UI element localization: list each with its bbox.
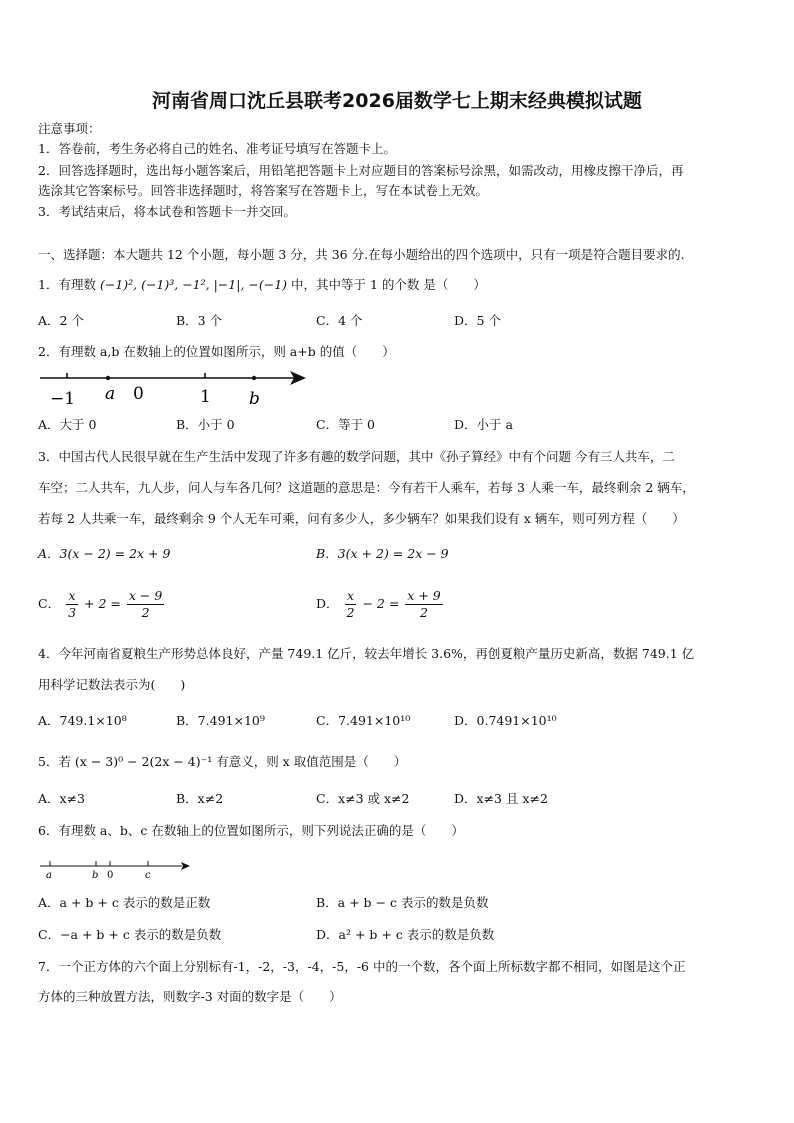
label-a: a bbox=[105, 384, 116, 404]
point-a bbox=[106, 376, 110, 380]
numerator: x bbox=[66, 588, 78, 605]
question-7-line-1: 7．一个正方体的六个面上分别标有-1，-2，-3，-4，-5，-6 中的一个数，各个面上所标数字都不相同，如图是这个正 bbox=[38, 959, 686, 974]
q1-option-d: D．5 个 bbox=[454, 313, 501, 328]
q6-option-d: D．a² + b + c 表示的数是负数 bbox=[316, 927, 495, 942]
notice-heading: 注意事项： bbox=[38, 121, 101, 136]
q6-option-c: C．−a + b + c 表示的数是负数 bbox=[38, 927, 222, 942]
label-one: 1 bbox=[200, 387, 211, 407]
notice-item-1: 1．答卷前，考生务必将自己的姓名、准考证号填写在答题卡上。 bbox=[38, 141, 396, 156]
operator: + 2 = bbox=[84, 596, 121, 611]
question-3-line-3: 若每 2 人共乘一车，最终剩余 9 个人无车可乘，问有多少人，多少辆车？如果我们设有 x 辆车，则可列方程（ ） bbox=[38, 511, 685, 526]
denominator: 2 bbox=[141, 605, 150, 620]
question-3-line-2: 车空；二人共车，九人步，问人与车各几何？这道题的意思是：今有若干人乘车，若每 3 人乘一车，最终剩余 2 辆车， bbox=[38, 480, 695, 495]
label-c: c bbox=[145, 870, 151, 881]
operator: − 2 = bbox=[362, 596, 400, 611]
section-heading: 一、选择题：本大题共 12 个小题，每小题 3 分，共 36 分.在每小题给出的四个选项中，只有一项是符合题目要求的. bbox=[38, 247, 685, 262]
fraction bbox=[405, 588, 442, 621]
number-line-figure-q6 bbox=[38, 852, 194, 882]
denominator: 2 bbox=[420, 605, 428, 620]
q4-option-b: B．7.491×10⁹ bbox=[176, 713, 265, 728]
q3-option-d-label: D． bbox=[316, 596, 339, 611]
fraction bbox=[66, 588, 78, 621]
label-minus-one: −1 bbox=[50, 389, 76, 409]
arrow-head-icon bbox=[181, 862, 190, 870]
notice-item-2: 2．回答选择题时，选出每小题答案后，用铅笔把答题卡上对应题目的答案标号涂黑，如需改动，用橡皮擦干净后，再 bbox=[38, 163, 684, 178]
q2-option-a: A．大于 0 bbox=[38, 417, 97, 432]
q5-option-c: C．x≠3 或 x≠2 bbox=[316, 791, 410, 806]
point-b bbox=[252, 376, 256, 380]
numerator: x bbox=[345, 588, 357, 605]
q3-option-d bbox=[316, 588, 445, 621]
q1-suffix: 中，其中等于 1 的个数 是（ ） bbox=[291, 277, 486, 292]
number-line-figure-q2 bbox=[36, 366, 310, 410]
q1-option-b: B．3 个 bbox=[176, 313, 223, 328]
question-4-line-1: 4．今年河南省夏粮生产形势总体良好，产量 749.1 亿斤，较去年增长 3.6%，再创夏粮产量历史新高，数据 749.1 亿 bbox=[38, 646, 695, 661]
q2-option-c: C．等于 0 bbox=[316, 417, 375, 432]
q5-option-b: B．x≠2 bbox=[176, 791, 224, 806]
notice-item-3: 3．考试结束后，将本试卷和答题卡一并交回。 bbox=[38, 204, 296, 219]
q1-expression: (−1)², (−1)³, −1², |−1|, −(−1) bbox=[99, 277, 288, 292]
label-b: b bbox=[92, 870, 99, 881]
label-zero: 0 bbox=[107, 870, 114, 881]
q3-option-a: A．3(x − 2) = 2x + 9 bbox=[38, 546, 171, 561]
q3-option-c bbox=[38, 588, 166, 621]
denominator: 2 bbox=[346, 605, 355, 620]
fraction bbox=[127, 588, 164, 621]
numerator: x + 9 bbox=[407, 588, 441, 603]
question-5: 5．若 (x − 3)⁰ − 2(2x − 4)⁻¹ 有意义，则 x 取值范围是（ ） bbox=[38, 754, 407, 769]
question-4-line-2: 用科学记数法表示为( ) bbox=[38, 677, 186, 692]
q2-option-b: B．小于 0 bbox=[176, 417, 235, 432]
q4-option-d: D．0.7491×10¹⁰ bbox=[454, 713, 557, 728]
q1-option-a: A．2 个 bbox=[38, 313, 84, 328]
q1-prefix: 1．有理数 bbox=[38, 277, 96, 292]
q5-option-a: A．x≠3 bbox=[38, 791, 86, 806]
q3-option-c-label: C． bbox=[38, 596, 61, 611]
notice-item-2-cont: 选涂其它答案标号。回答非选择题时，将答案写在答题卡上，写在本试卷上无效。 bbox=[38, 183, 489, 198]
question-3-line-1: 3．中国古代人民很早就在生产生活中发现了许多有趣的数学问题，其中《孙子算经》中有个问题 今有三人共车，二 bbox=[38, 449, 675, 464]
q3-option-b: B．3(x + 2) = 2x − 9 bbox=[316, 546, 449, 561]
question-6: 6．有理数 a、b、c 在数轴上的位置如图所示，则下列说法正确的是（ ） bbox=[38, 823, 464, 838]
q6-option-a: A．a + b + c 表示的数是正数 bbox=[38, 895, 211, 910]
question-1 bbox=[38, 276, 486, 294]
label-zero: 0 bbox=[133, 384, 144, 404]
label-b: b bbox=[249, 389, 260, 409]
denominator: 3 bbox=[68, 605, 77, 620]
q5-option-d: D．x≠3 且 x≠2 bbox=[454, 791, 548, 806]
numerator: x − 9 bbox=[128, 588, 163, 603]
fraction bbox=[345, 588, 357, 621]
q6-option-b: B．a + b − c 表示的数是负数 bbox=[316, 895, 489, 910]
q2-option-d: D．小于 a bbox=[454, 417, 513, 432]
label-a: a bbox=[46, 870, 52, 881]
q4-option-a: A．749.1×10⁸ bbox=[38, 713, 127, 728]
question-2: 2．有理数 a,b 在数轴上的位置如图所示，则 a+b 的值（ ） bbox=[38, 344, 395, 359]
question-7-line-2: 方体的三种放置方法，则数字-3 对面的数字是（ ） bbox=[38, 989, 342, 1004]
q4-option-c: C．7.491×10¹⁰ bbox=[316, 713, 411, 728]
q1-option-c: C．4 个 bbox=[316, 313, 363, 328]
page-title: 河南省周口沈丘县联考2026届数学七上期末经典模拟试题 bbox=[152, 90, 642, 112]
